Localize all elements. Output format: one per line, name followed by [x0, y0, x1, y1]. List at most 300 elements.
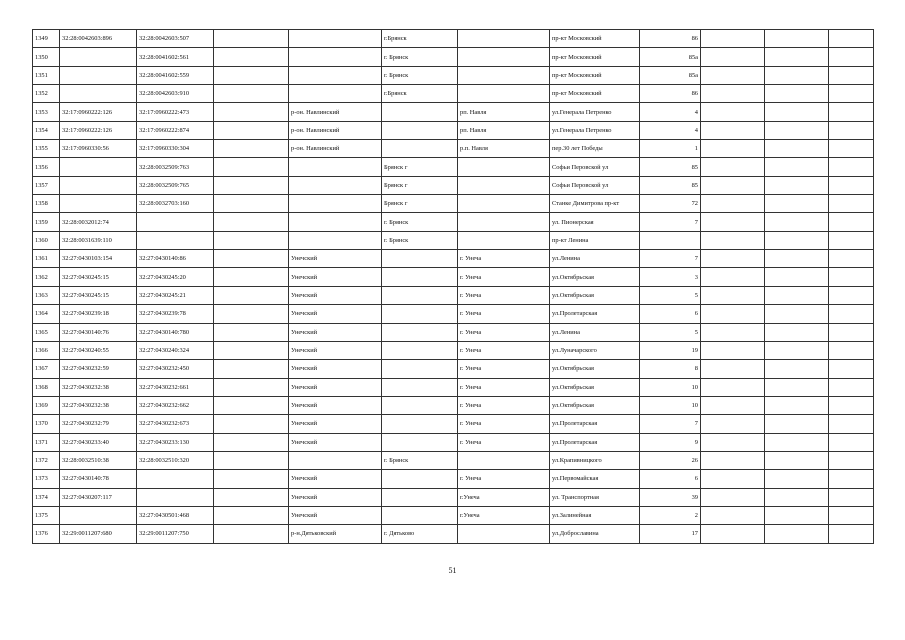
- street-cell: ул.Первомайская: [550, 470, 640, 488]
- street-cell: ул.Пролетарская: [550, 415, 640, 433]
- extra-cell-1: [701, 158, 765, 176]
- table-row: [33, 85, 874, 103]
- row-number: 1376: [33, 525, 60, 543]
- extra-cell-3: [829, 85, 874, 103]
- settlement-cell: [458, 30, 550, 48]
- extra-cell-1: [701, 378, 765, 396]
- city-cell: [382, 323, 458, 341]
- cadastral-number-parcel: 32:27:0430232:38: [60, 396, 137, 414]
- cadastral-number-parcel: [60, 85, 137, 103]
- row-number: 1352: [33, 85, 60, 103]
- page-number: 51: [448, 566, 457, 575]
- house-number-cell: 85а: [640, 48, 701, 66]
- cadastral-number-building: 32:27:0430232:662: [137, 396, 214, 414]
- cadastral-number-parcel: 32:27:0430207:117: [60, 488, 137, 506]
- city-cell: [382, 378, 458, 396]
- region-cell: [214, 378, 289, 396]
- house-number-cell: 26: [640, 451, 701, 469]
- extra-cell-1: [701, 66, 765, 84]
- extra-cell-3: [829, 176, 874, 194]
- street-cell: Софьи Перовской ул: [550, 158, 640, 176]
- region-cell: [214, 268, 289, 286]
- house-number-cell: 4: [640, 121, 701, 139]
- street-cell: ул.Октябрьская: [550, 360, 640, 378]
- property-register-table: [32, 29, 874, 544]
- house-number-cell: 4: [640, 103, 701, 121]
- city-cell: г.Брянск: [382, 30, 458, 48]
- cadastral-number-parcel: 32:29:0011207:680: [60, 525, 137, 543]
- cadastral-number-parcel: 32:28:0032012:74: [60, 213, 137, 231]
- settlement-cell: г. Унеча: [458, 250, 550, 268]
- house-number-cell: 6: [640, 305, 701, 323]
- extra-cell-2: [765, 378, 829, 396]
- city-cell: г. Брянск: [382, 66, 458, 84]
- extra-cell-2: [765, 85, 829, 103]
- house-number-cell: 86: [640, 30, 701, 48]
- settlement-cell: [458, 85, 550, 103]
- cadastral-number-building: 32:27:0430140:780: [137, 323, 214, 341]
- extra-cell-2: [765, 268, 829, 286]
- house-number-cell: 5: [640, 286, 701, 304]
- city-cell: [382, 103, 458, 121]
- table-row: [33, 30, 874, 48]
- table-row: [33, 121, 874, 139]
- extra-cell-1: [701, 506, 765, 524]
- city-cell: [382, 470, 458, 488]
- extra-cell-2: [765, 396, 829, 414]
- cadastral-number-building: 32:27:0430245:20: [137, 268, 214, 286]
- extra-cell-3: [829, 103, 874, 121]
- street-cell: ул.Октябрьская: [550, 378, 640, 396]
- extra-cell-3: [829, 121, 874, 139]
- house-number-cell: [640, 231, 701, 249]
- house-number-cell: 85: [640, 158, 701, 176]
- region-cell: [214, 231, 289, 249]
- extra-cell-2: [765, 66, 829, 84]
- extra-cell-2: [765, 250, 829, 268]
- extra-cell-2: [765, 323, 829, 341]
- settlement-cell: г. Унеча: [458, 305, 550, 323]
- extra-cell-1: [701, 305, 765, 323]
- district-cell: [289, 231, 382, 249]
- region-cell: [214, 433, 289, 451]
- table-row: [33, 158, 874, 176]
- district-cell: Унечский: [289, 268, 382, 286]
- region-cell: [214, 525, 289, 543]
- region-cell: [214, 396, 289, 414]
- region-cell: [214, 195, 289, 213]
- extra-cell-1: [701, 121, 765, 139]
- extra-cell-3: [829, 433, 874, 451]
- district-cell: Унечский: [289, 488, 382, 506]
- extra-cell-3: [829, 506, 874, 524]
- cadastral-number-building: 32:28:0032509:765: [137, 176, 214, 194]
- region-cell: [214, 158, 289, 176]
- cadastral-number-building: 32:17:0960222:874: [137, 121, 214, 139]
- cadastral-number-building: 32:28:0041602:559: [137, 66, 214, 84]
- settlement-cell: г. Унеча: [458, 378, 550, 396]
- table-row: [33, 305, 874, 323]
- street-cell: ул.Ленина: [550, 250, 640, 268]
- city-cell: [382, 305, 458, 323]
- extra-cell-3: [829, 396, 874, 414]
- table-row: [33, 176, 874, 194]
- city-cell: Брянск г: [382, 176, 458, 194]
- cadastral-number-parcel: 32:27:0430140:76: [60, 323, 137, 341]
- extra-cell-3: [829, 250, 874, 268]
- street-cell: ул.Пролетарская: [550, 305, 640, 323]
- street-cell: ул.Генерала Петренко: [550, 103, 640, 121]
- extra-cell-3: [829, 231, 874, 249]
- street-cell: ул.Крапивницкого: [550, 451, 640, 469]
- settlement-cell: [458, 231, 550, 249]
- table-row: [33, 323, 874, 341]
- street-cell: пр-кт Московский: [550, 30, 640, 48]
- street-cell: ул. Пионерская: [550, 213, 640, 231]
- table-row: [33, 286, 874, 304]
- street-cell: пр-кт Московский: [550, 66, 640, 84]
- settlement-cell: г. Унеча: [458, 433, 550, 451]
- table-row: [33, 470, 874, 488]
- row-number: 1360: [33, 231, 60, 249]
- house-number-cell: 8: [640, 360, 701, 378]
- district-cell: Унечский: [289, 433, 382, 451]
- city-cell: г. Брянск: [382, 48, 458, 66]
- house-number-cell: 10: [640, 378, 701, 396]
- region-cell: [214, 286, 289, 304]
- table-row: [33, 415, 874, 433]
- settlement-cell: рп. Навля: [458, 103, 550, 121]
- city-cell: [382, 341, 458, 359]
- district-cell: [289, 66, 382, 84]
- extra-cell-1: [701, 176, 765, 194]
- street-cell: ул. Транспортная: [550, 488, 640, 506]
- region-cell: [214, 48, 289, 66]
- settlement-cell: рп. Навля: [458, 121, 550, 139]
- settlement-cell: г.Унеча: [458, 488, 550, 506]
- settlement-cell: р.п. Навля: [458, 140, 550, 158]
- cadastral-number-parcel: 32:27:0430245:15: [60, 268, 137, 286]
- city-cell: [382, 268, 458, 286]
- extra-cell-1: [701, 488, 765, 506]
- cadastral-number-building: 32:27:0430245:21: [137, 286, 214, 304]
- cadastral-number-building: 32:28:0032510:320: [137, 451, 214, 469]
- table-row: [33, 525, 874, 543]
- row-number: 1349: [33, 30, 60, 48]
- extra-cell-2: [765, 195, 829, 213]
- cadastral-number-building: 32:29:0011207:750: [137, 525, 214, 543]
- region-cell: [214, 176, 289, 194]
- row-number: 1375: [33, 506, 60, 524]
- house-number-cell: 72: [640, 195, 701, 213]
- region-cell: [214, 341, 289, 359]
- settlement-cell: [458, 525, 550, 543]
- cadastral-number-building: 32:27:0430239:78: [137, 305, 214, 323]
- district-cell: Унечский: [289, 415, 382, 433]
- cadastral-number-building: 32:27:0430501:468: [137, 506, 214, 524]
- region-cell: [214, 103, 289, 121]
- street-cell: ул.Доброславина: [550, 525, 640, 543]
- row-number: 1373: [33, 470, 60, 488]
- table-row: [33, 341, 874, 359]
- extra-cell-1: [701, 48, 765, 66]
- house-number-cell: 3: [640, 268, 701, 286]
- region-cell: [214, 121, 289, 139]
- extra-cell-1: [701, 268, 765, 286]
- extra-cell-2: [765, 305, 829, 323]
- city-cell: [382, 286, 458, 304]
- extra-cell-3: [829, 140, 874, 158]
- cadastral-number-parcel: 32:28:0031639:110: [60, 231, 137, 249]
- extra-cell-2: [765, 103, 829, 121]
- district-cell: Унечский: [289, 323, 382, 341]
- house-number-cell: 85а: [640, 66, 701, 84]
- settlement-cell: г. Унеча: [458, 341, 550, 359]
- row-number: 1359: [33, 213, 60, 231]
- region-cell: [214, 85, 289, 103]
- cadastral-number-parcel: 32:27:0430232:59: [60, 360, 137, 378]
- row-number: 1361: [33, 250, 60, 268]
- extra-cell-3: [829, 360, 874, 378]
- extra-cell-1: [701, 286, 765, 304]
- cadastral-number-parcel: [60, 158, 137, 176]
- cadastral-number-parcel: 32:17:0960330:56: [60, 140, 137, 158]
- extra-cell-1: [701, 433, 765, 451]
- cadastral-number-parcel: 32:27:0430240:55: [60, 341, 137, 359]
- extra-cell-1: [701, 30, 765, 48]
- city-cell: [382, 250, 458, 268]
- cadastral-number-building: 32:28:0032703:160: [137, 195, 214, 213]
- cadastral-number-parcel: [60, 66, 137, 84]
- district-cell: [289, 195, 382, 213]
- district-cell: [289, 85, 382, 103]
- region-cell: [214, 415, 289, 433]
- settlement-cell: [458, 195, 550, 213]
- settlement-cell: г. Унеча: [458, 396, 550, 414]
- district-cell: Унечский: [289, 396, 382, 414]
- cadastral-number-parcel: 32:28:0032510:38: [60, 451, 137, 469]
- city-cell: [382, 396, 458, 414]
- street-cell: ул.Ленина: [550, 323, 640, 341]
- row-number: 1356: [33, 158, 60, 176]
- street-cell: ул.Залинейная: [550, 506, 640, 524]
- settlement-cell: г.Унеча: [458, 506, 550, 524]
- house-number-cell: 5: [640, 323, 701, 341]
- row-number: 1358: [33, 195, 60, 213]
- table-row: [33, 66, 874, 84]
- district-cell: р-он. Навлинский: [289, 140, 382, 158]
- house-number-cell: 10: [640, 396, 701, 414]
- street-cell: Софьи Перовской ул: [550, 176, 640, 194]
- cadastral-number-parcel: 32:27:0430239:18: [60, 305, 137, 323]
- district-cell: [289, 213, 382, 231]
- city-cell: [382, 121, 458, 139]
- row-number: 1365: [33, 323, 60, 341]
- region-cell: [214, 488, 289, 506]
- cadastral-number-parcel: 32:27:0430140:78: [60, 470, 137, 488]
- house-number-cell: 6: [640, 470, 701, 488]
- table-row: [33, 250, 874, 268]
- city-cell: г. Брянск: [382, 231, 458, 249]
- extra-cell-1: [701, 250, 765, 268]
- cadastral-number-building: 32:17:0960222:473: [137, 103, 214, 121]
- extra-cell-3: [829, 158, 874, 176]
- street-cell: пер.30 лет Победы: [550, 140, 640, 158]
- extra-cell-1: [701, 323, 765, 341]
- extra-cell-3: [829, 195, 874, 213]
- extra-cell-3: [829, 341, 874, 359]
- extra-cell-3: [829, 286, 874, 304]
- city-cell: г. Брянск: [382, 213, 458, 231]
- cadastral-number-parcel: [60, 195, 137, 213]
- cadastral-number-parcel: 32:27:0430233:40: [60, 433, 137, 451]
- house-number-cell: 7: [640, 415, 701, 433]
- cadastral-number-building: 32:28:0042603:910: [137, 85, 214, 103]
- extra-cell-3: [829, 268, 874, 286]
- extra-cell-1: [701, 525, 765, 543]
- extra-cell-3: [829, 470, 874, 488]
- row-number: 1374: [33, 488, 60, 506]
- extra-cell-2: [765, 506, 829, 524]
- cadastral-number-parcel: 32:27:0430232:38: [60, 378, 137, 396]
- table-row: [33, 195, 874, 213]
- city-cell: [382, 415, 458, 433]
- extra-cell-3: [829, 66, 874, 84]
- extra-cell-2: [765, 176, 829, 194]
- cadastral-number-building: [137, 470, 214, 488]
- cadastral-number-parcel: [60, 506, 137, 524]
- extra-cell-2: [765, 360, 829, 378]
- table-row: [33, 48, 874, 66]
- house-number-cell: 19: [640, 341, 701, 359]
- extra-cell-2: [765, 48, 829, 66]
- street-cell: ул.Луначарского: [550, 341, 640, 359]
- row-number: 1357: [33, 176, 60, 194]
- city-cell: г. Брянск: [382, 451, 458, 469]
- extra-cell-1: [701, 140, 765, 158]
- extra-cell-2: [765, 341, 829, 359]
- cadastral-number-parcel: 32:27:0430103:154: [60, 250, 137, 268]
- extra-cell-2: [765, 286, 829, 304]
- city-cell: Брянск г: [382, 158, 458, 176]
- extra-cell-1: [701, 470, 765, 488]
- extra-cell-2: [765, 433, 829, 451]
- extra-cell-2: [765, 30, 829, 48]
- region-cell: [214, 451, 289, 469]
- row-number: 1367: [33, 360, 60, 378]
- settlement-cell: г. Унеча: [458, 360, 550, 378]
- street-cell: ул.Октябрьская: [550, 396, 640, 414]
- district-cell: р-он. Навлинский: [289, 121, 382, 139]
- row-number: 1366: [33, 341, 60, 359]
- extra-cell-2: [765, 525, 829, 543]
- row-number: 1353: [33, 103, 60, 121]
- house-number-cell: 39: [640, 488, 701, 506]
- house-number-cell: 9: [640, 433, 701, 451]
- district-cell: Унечский: [289, 360, 382, 378]
- cadastral-number-parcel: 32:17:0960222:126: [60, 103, 137, 121]
- settlement-cell: г. Унеча: [458, 286, 550, 304]
- extra-cell-2: [765, 121, 829, 139]
- cadastral-number-building: [137, 213, 214, 231]
- extra-cell-3: [829, 48, 874, 66]
- cadastral-number-parcel: 32:17:0960222:126: [60, 121, 137, 139]
- extra-cell-3: [829, 30, 874, 48]
- settlement-cell: [458, 213, 550, 231]
- extra-cell-2: [765, 415, 829, 433]
- extra-cell-2: [765, 470, 829, 488]
- house-number-cell: 86: [640, 85, 701, 103]
- extra-cell-1: [701, 213, 765, 231]
- cadastral-number-parcel: 32:27:0430232:79: [60, 415, 137, 433]
- table-row: [33, 231, 874, 249]
- table-row: [33, 451, 874, 469]
- extra-cell-1: [701, 103, 765, 121]
- cadastral-number-building: 32:28:0032509:763: [137, 158, 214, 176]
- street-cell: пр-кт Московский: [550, 48, 640, 66]
- street-cell: ул.Октябрьская: [550, 286, 640, 304]
- region-cell: [214, 140, 289, 158]
- row-number: 1372: [33, 451, 60, 469]
- row-number: 1369: [33, 396, 60, 414]
- row-number: 1370: [33, 415, 60, 433]
- row-number: 1362: [33, 268, 60, 286]
- extra-cell-2: [765, 451, 829, 469]
- table-row: [33, 103, 874, 121]
- cadastral-number-parcel: [60, 48, 137, 66]
- city-cell: Брянск г: [382, 195, 458, 213]
- house-number-cell: 1: [640, 140, 701, 158]
- street-cell: ул.Генерала Петренко: [550, 121, 640, 139]
- table-row: [33, 488, 874, 506]
- cadastral-number-building: 32:27:0430232:661: [137, 378, 214, 396]
- cadastral-number-building: 32:27:0430232:673: [137, 415, 214, 433]
- row-number: 1355: [33, 140, 60, 158]
- district-cell: [289, 176, 382, 194]
- city-cell: [382, 488, 458, 506]
- table-row: [33, 433, 874, 451]
- house-number-cell: 17: [640, 525, 701, 543]
- district-cell: Унечский: [289, 341, 382, 359]
- settlement-cell: [458, 176, 550, 194]
- house-number-cell: 2: [640, 506, 701, 524]
- settlement-cell: [458, 451, 550, 469]
- extra-cell-2: [765, 213, 829, 231]
- region-cell: [214, 213, 289, 231]
- row-number: 1368: [33, 378, 60, 396]
- house-number-cell: 7: [640, 213, 701, 231]
- table-row: [33, 396, 874, 414]
- district-cell: р-н.Дятьковский: [289, 525, 382, 543]
- settlement-cell: [458, 48, 550, 66]
- city-cell: г.Брянск: [382, 85, 458, 103]
- district-cell: [289, 30, 382, 48]
- extra-cell-3: [829, 451, 874, 469]
- cadastral-number-building: 32:27:0430232:450: [137, 360, 214, 378]
- region-cell: [214, 66, 289, 84]
- extra-cell-1: [701, 231, 765, 249]
- cadastral-number-building: 32:28:0042603:507: [137, 30, 214, 48]
- cadastral-number-parcel: 32:27:0430245:15: [60, 286, 137, 304]
- region-cell: [214, 305, 289, 323]
- city-cell: г. Дятьково: [382, 525, 458, 543]
- district-cell: Унечский: [289, 286, 382, 304]
- row-number: 1351: [33, 66, 60, 84]
- region-cell: [214, 506, 289, 524]
- cadastral-number-building: [137, 231, 214, 249]
- extra-cell-3: [829, 488, 874, 506]
- cadastral-number-building: 32:28:0041602:561: [137, 48, 214, 66]
